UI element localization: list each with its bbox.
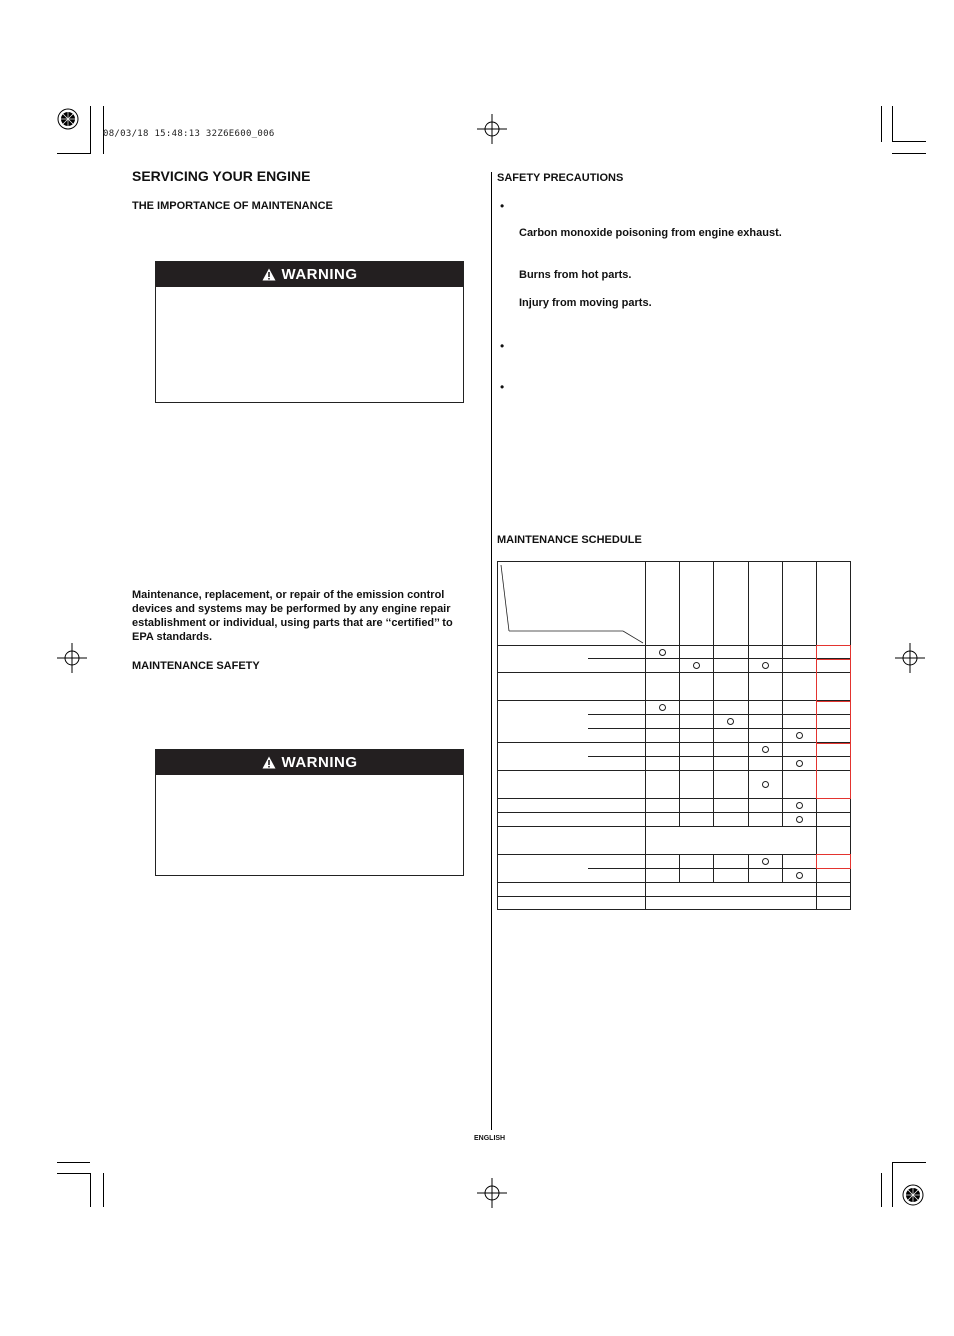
crosshair-top <box>477 114 507 149</box>
schedule-highlight-cell <box>816 659 851 702</box>
schedule-highlight-cell <box>816 645 851 660</box>
schedule-highlight-cell <box>816 854 851 869</box>
warning-header <box>156 262 463 287</box>
crop-mark <box>892 153 926 154</box>
crop-mark <box>57 1162 90 1163</box>
crop-mark <box>90 106 91 154</box>
schedule-check-mark <box>693 662 700 669</box>
registration-target-top-left <box>57 108 79 130</box>
schedule-check-mark <box>762 662 769 669</box>
crosshair-right <box>895 643 925 678</box>
bullet: • <box>500 380 505 394</box>
warning-box-1 <box>155 261 464 403</box>
crop-mark <box>57 153 90 154</box>
schedule-check-mark <box>796 816 803 823</box>
hazard-carbon-monoxide: Carbon monoxide poisoning from engine exhaust. <box>519 227 782 239</box>
hazard-burns: Burns from hot parts. <box>519 269 632 281</box>
crosshair-bottom <box>477 1178 507 1213</box>
warning-triangle-icon <box>262 756 276 769</box>
crop-mark <box>881 1173 882 1207</box>
maintenance-safety-heading: MAINTENANCE SAFETY <box>132 660 260 672</box>
schedule-highlight-cell <box>816 701 851 744</box>
crop-mark <box>57 1173 90 1174</box>
schedule-check-mark <box>762 858 769 865</box>
warning-header <box>156 750 463 775</box>
page-title: SERVICING YOUR ENGINE <box>132 168 311 184</box>
schedule-check-mark <box>659 704 666 711</box>
crop-mark <box>881 106 882 142</box>
importance-heading: THE IMPORTANCE OF MAINTENANCE <box>132 200 333 212</box>
crop-mark <box>892 106 893 142</box>
crop-mark <box>103 1173 104 1207</box>
crop-mark <box>90 1173 91 1207</box>
schedule-check-mark <box>796 872 803 879</box>
schedule-check-mark <box>796 802 803 809</box>
crop-mark <box>892 1162 893 1207</box>
print-stamp: 08/03/18 15:48:13 32Z6E600_006 <box>103 129 275 139</box>
warning-label: WARNING <box>281 754 358 771</box>
registration-target-bottom-right <box>902 1184 924 1206</box>
crosshair-left <box>57 643 87 678</box>
schedule-check-mark <box>796 732 803 739</box>
hazard-moving-parts: Injury from moving parts. <box>519 297 652 309</box>
schedule-check-mark <box>727 718 734 725</box>
schedule-check-mark <box>762 746 769 753</box>
schedule-check-mark <box>796 760 803 767</box>
language-footer: ENGLISH <box>474 1135 506 1142</box>
maintenance-schedule-heading: MAINTENANCE SCHEDULE <box>497 534 642 546</box>
bullet: • <box>500 199 505 213</box>
bullet: • <box>500 339 505 353</box>
warning-label: WARNING <box>281 266 358 283</box>
schedule-check-mark <box>762 781 769 788</box>
safety-precautions-heading: SAFETY PRECAUTIONS <box>497 172 624 184</box>
crop-mark <box>892 141 926 142</box>
schedule-check-mark <box>659 649 666 656</box>
maintenance-schedule-table <box>497 561 851 910</box>
warning-box-2 <box>155 749 464 876</box>
column-divider <box>491 172 492 1130</box>
crop-mark <box>892 1162 926 1163</box>
warning-triangle-icon <box>262 268 276 281</box>
emission-paragraph: Maintenance, replacement, or repair of the emission control devices and systems may be performed by any engine repair establishment or individual, using parts that are ‘‘certified’’ to EPA standards. <box>132 589 453 643</box>
schedule-highlight-cell <box>816 743 851 799</box>
